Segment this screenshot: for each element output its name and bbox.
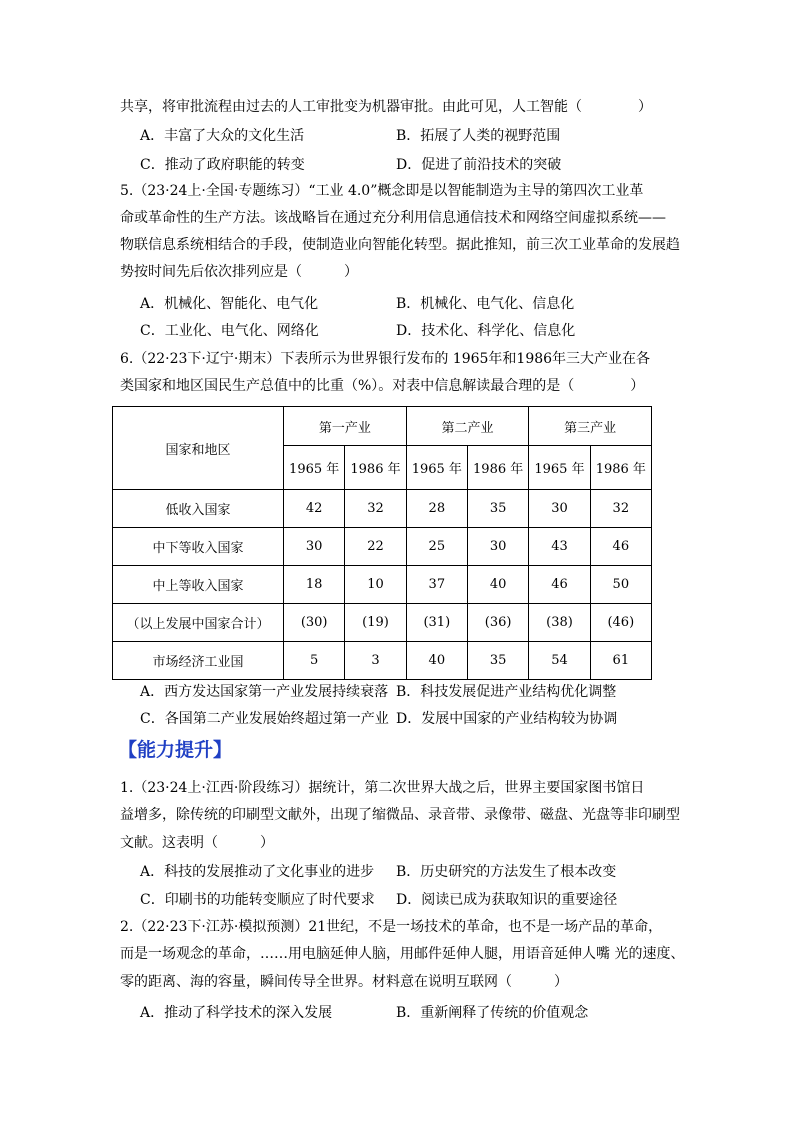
p1-option-b[interactable]: B．历史研究的方法发生了根本改变 — [396, 864, 617, 880]
p1-option-a[interactable]: A．科技的发展推动了文化事业的进步 — [140, 864, 375, 880]
p1-option-c[interactable]: C．印刷书的功能转变顺应了时代要求 — [140, 892, 375, 908]
question-5-line-4: 势按时间先后依次排列应是（ ） — [120, 264, 358, 280]
ability-question-1-line-3: 文献。这表明（ ） — [120, 835, 274, 851]
question-5-line-2: 命或革命性的生产方法。该战略旨在通过充分利用信息通信技术和网络空间虚拟系统—— — [120, 210, 666, 226]
table-cell: 46 — [529, 566, 590, 604]
q4-option-b[interactable]: B．拓展了人类的视野范围 — [396, 128, 561, 144]
table-cell: 61 — [590, 642, 651, 680]
p1-option-d[interactable]: D．阅读已成为获取知识的重要途径 — [396, 892, 618, 908]
row-label: 中下等收入国家 — [113, 528, 284, 566]
table-year-header: 1965 年 — [284, 446, 345, 490]
table-cell: 28 — [406, 490, 467, 528]
table-cell: 30 — [284, 528, 345, 566]
table-cell: (31) — [406, 604, 467, 642]
table-cell: 25 — [406, 528, 467, 566]
table-cell: (30) — [284, 604, 345, 642]
question-4-stem-end: 共享，将审批流程由过去的人工审批变为机器审批。由此可见，人工智能（ ） — [120, 99, 652, 115]
table-year-header: 1986 年 — [345, 446, 406, 490]
table-cell: 30 — [467, 528, 528, 566]
ability-question-1-line-2: 益增多，除传统的印刷型文献外，出现了缩微品、录音带、录像带、磁盘、光盘等非印刷型 — [120, 807, 680, 823]
q6-option-d[interactable]: D．发展中国家的产业结构较为协调 — [396, 711, 618, 727]
table-row — [113, 604, 652, 642]
table-cell: 40 — [467, 566, 528, 604]
table-cell: (38) — [529, 604, 590, 642]
row-label: 低收入国家 — [113, 490, 284, 528]
q6-option-c[interactable]: C．各国第二产业发展始终超过第一产业 — [140, 711, 389, 727]
table-cell: 50 — [590, 566, 651, 604]
q6-option-a[interactable]: A．西方发达国家第一产业发展持续衰落 — [140, 684, 389, 700]
table-cell: 32 — [345, 490, 406, 528]
table-year-header: 1965 年 — [406, 446, 467, 490]
table-cell: 46 — [590, 528, 651, 566]
row-label: （以上发展中国家合计） — [113, 604, 284, 642]
table-cell: 42 — [284, 490, 345, 528]
q4-option-d[interactable]: D．促进了前沿技术的突破 — [396, 157, 562, 173]
table-year-header: 1986 年 — [467, 446, 528, 490]
q4-option-a[interactable]: A．丰富了大众的文化生活 — [140, 128, 305, 144]
table-cell: 10 — [345, 566, 406, 604]
section-title: 【能力提升】 — [118, 739, 233, 761]
question-6-line-2: 类国家和地区国民生产总值中的比重（%）。对表中信息解读最合理的是（ ） — [120, 378, 645, 394]
table-cell: 5 — [284, 642, 345, 680]
table-year-header: 1965 年 — [529, 446, 590, 490]
question-5-line-1: 5.（23·24上·全国·专题练习）“工业 4.0”概念即是以智能制造为主导的第四次工业革 — [120, 183, 644, 199]
table-row — [113, 566, 652, 604]
table-cell: 40 — [406, 642, 467, 680]
table-cell: 22 — [345, 528, 406, 566]
table-cell: 43 — [529, 528, 590, 566]
table-cell: 35 — [467, 642, 528, 680]
table-row — [113, 528, 652, 566]
q6-option-b[interactable]: B．科技发展促进产业结构优化调整 — [396, 684, 617, 700]
question-6-line-1: 6.（22·23下·辽宁·期末）下表所示为世界银行发布的 1965年和1986年三大产业在各 — [120, 351, 651, 367]
table-year-header: 1986 年 — [590, 446, 651, 490]
row-label: 市场经济工业国 — [113, 642, 284, 680]
table-cell: 32 — [590, 490, 651, 528]
table-cell: 30 — [529, 490, 590, 528]
ability-question-1-line-1: 1.（23·24上·江西·阶段练习）据统计，第二次世界大战之后，世界主要国家图书馆日 — [120, 780, 645, 796]
q4-option-c[interactable]: C．推动了政府职能的转变 — [140, 157, 305, 173]
table-group-tertiary: 第三产业 — [529, 407, 652, 446]
q5-option-b[interactable]: B．机械化、电气化、信息化 — [396, 296, 575, 312]
table-cell: 3 — [345, 642, 406, 680]
table-cell: 35 — [467, 490, 528, 528]
ability-question-2-line-1: 2.（22·23下·江苏·模拟预测）21世纪，不是一场技术的革命，也不是一场产品的革命， — [120, 919, 663, 935]
table-cell: (46) — [590, 604, 651, 642]
p2-option-a[interactable]: A．推动了科学技术的深入发展 — [140, 1005, 333, 1021]
question-5-line-3: 物联信息系统相结合的手段，使制造业向智能化转型。据此推知，前三次工业革命的发展趋 — [120, 237, 680, 253]
table-cell: (19) — [345, 604, 406, 642]
p2-option-b[interactable]: B．重新阐释了传统的价值观念 — [396, 1005, 589, 1021]
table-cell: (36) — [467, 604, 528, 642]
ability-question-2-line-2: 而是一场观念的革命，……用电脑延伸人脑，用邮件延伸人腿，用语音延伸人嘴 光的速度、 — [120, 946, 685, 962]
table-cell: 18 — [284, 566, 345, 604]
table-group-primary: 第一产业 — [284, 407, 407, 446]
q5-option-a[interactable]: A．机械化、智能化、电气化 — [140, 296, 319, 312]
table-cell: 54 — [529, 642, 590, 680]
row-label: 中上等收入国家 — [113, 566, 284, 604]
table-corner-header: 国家和地区 — [113, 407, 284, 490]
industry-share-table — [112, 406, 652, 680]
table-group-secondary: 第二产业 — [406, 407, 529, 446]
q5-option-c[interactable]: C．工业化、电气化、网络化 — [140, 323, 319, 339]
table-cell: 37 — [406, 566, 467, 604]
table-row — [113, 642, 652, 680]
q5-option-d[interactable]: D．技术化、科学化、信息化 — [396, 323, 576, 339]
table-row — [113, 490, 652, 528]
ability-question-2-line-3: 零的距离、海的容量，瞬间传导全世界。材料意在说明互联网（ ） — [120, 974, 568, 990]
